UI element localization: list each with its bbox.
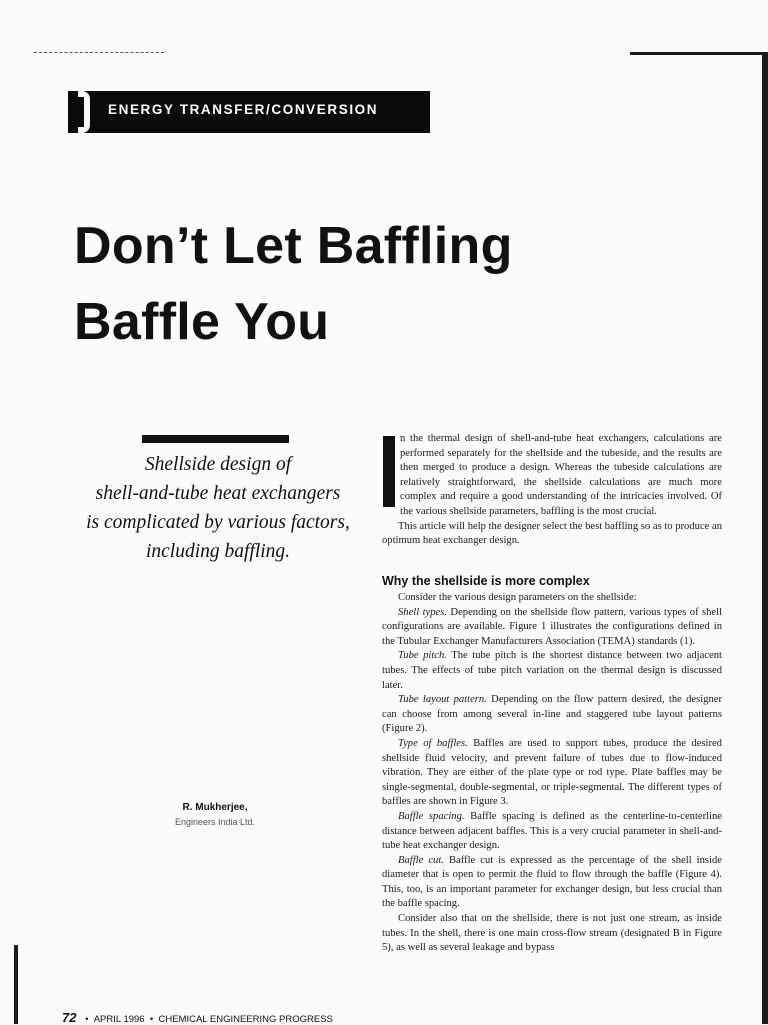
dek-rule — [142, 435, 289, 443]
intro-paragraph-1: n the thermal design of shell-and-tube heat exchangers, calculations are performed separately for the shellside and the tubeside, and the results are then merged to produce a design. Whereas the tubeside calculations are relatively straightforward, the shellside calculations are much more complex and require a good understanding of the intricacies involved. Of the various shellside parameters, baffling is the most crucial. — [400, 433, 722, 517]
intro-paragraph-2: This article will help the designer select the best baffling so as to produce an optimum heat exchanger design. — [382, 520, 722, 547]
body-paragraph: Consider also that on the shellside, there is not just one stream, as inside tubes. In the shell, there is one main cross-flow stream (designated B in Figure 5), as well as several leakage and bypass — [382, 913, 722, 954]
scan-edge-top-left — [34, 52, 164, 54]
body-paragraph: Type of baffles. Baffles are used to support tubes, produce the desired shellside fluid velocity, and prevent failure of tubes due to flow-induced vibration. They are either of the plate type or rod type. Plate baffles may be single-segmental, double-segmental, or triple-segmental. The different types of baffles are shown in Figure 3. — [382, 737, 722, 808]
body-paragraph: Consider the various design parameters on the shellside: — [398, 592, 637, 603]
article-title-line-1: Don’t Let Baffling — [74, 217, 513, 275]
publication-name: CHEMICAL ENGINEERING PROGRESS — [158, 1014, 333, 1025]
body-paragraph: Tube layout pattern. Depending on the flow pattern desired, the designer can choose from among several in-line and staggered tube layout patterns (Figure 2). — [382, 694, 722, 735]
scan-edge-left-bottom — [14, 945, 18, 1024]
dek-line: Shellside design of — [144, 454, 292, 475]
author-affiliation: Engineers India Ltd. — [174, 817, 256, 827]
body-paragraph: Baffle cut. Baffle cut is expressed as the percentage of the shell inside diameter that is open to permit the fluid to flow through the baffle (Figure 4). This, too, is an important parameter for exchanger design, but less crucial than the baffle spacing. — [382, 854, 722, 910]
scan-edge-right — [762, 52, 768, 1024]
issue-date: APRIL 1996 — [93, 1014, 145, 1025]
footer-separator: • — [149, 1014, 154, 1025]
section-label: ENERGY TRANSFER/CONVERSION — [108, 102, 379, 117]
dek-line: including baffling. — [145, 541, 291, 562]
dek-line: is complicated by various factors, — [86, 512, 350, 533]
intro-block — [382, 432, 722, 549]
article-title-line-2: Baffle You — [74, 293, 330, 351]
body-paragraph: Tube pitch. The tube pitch is the shortest distance between two adjacent tubes. The effects of tube pitch variation on the thermal design is discussed later. — [382, 650, 722, 691]
section-banner — [68, 91, 430, 133]
scan-edge-top-right — [630, 52, 768, 55]
banner-logo-bar — [78, 97, 84, 127]
body-paragraph: Shell types. Depending on the shellside flow pattern, various types of shell configurations are available. Figure 1 illustrates the configurations defined in the Tubular Exchanger Manufacturers Association (TEMA) standards (1). — [382, 606, 723, 647]
author-name: R. Mukherjee, — [182, 802, 248, 813]
footer-separator: • — [85, 1014, 89, 1025]
page-footer — [62, 1010, 333, 1025]
article-dek — [76, 450, 360, 566]
section-subhead: Why the shellside is more complex — [382, 574, 590, 588]
banner-logo-notch — [78, 91, 90, 133]
page-number: 72 — [62, 1010, 77, 1025]
body-block — [382, 591, 722, 956]
body-paragraph: Baffle spacing. Baffle spacing is defined as the centerline-to-centerline distance between adjacent baffles. This is a very crucial parameter in shell-and-tube heat exchanger design. — [382, 810, 723, 852]
dek-line: shell-and-tube heat exchangers — [95, 483, 341, 504]
